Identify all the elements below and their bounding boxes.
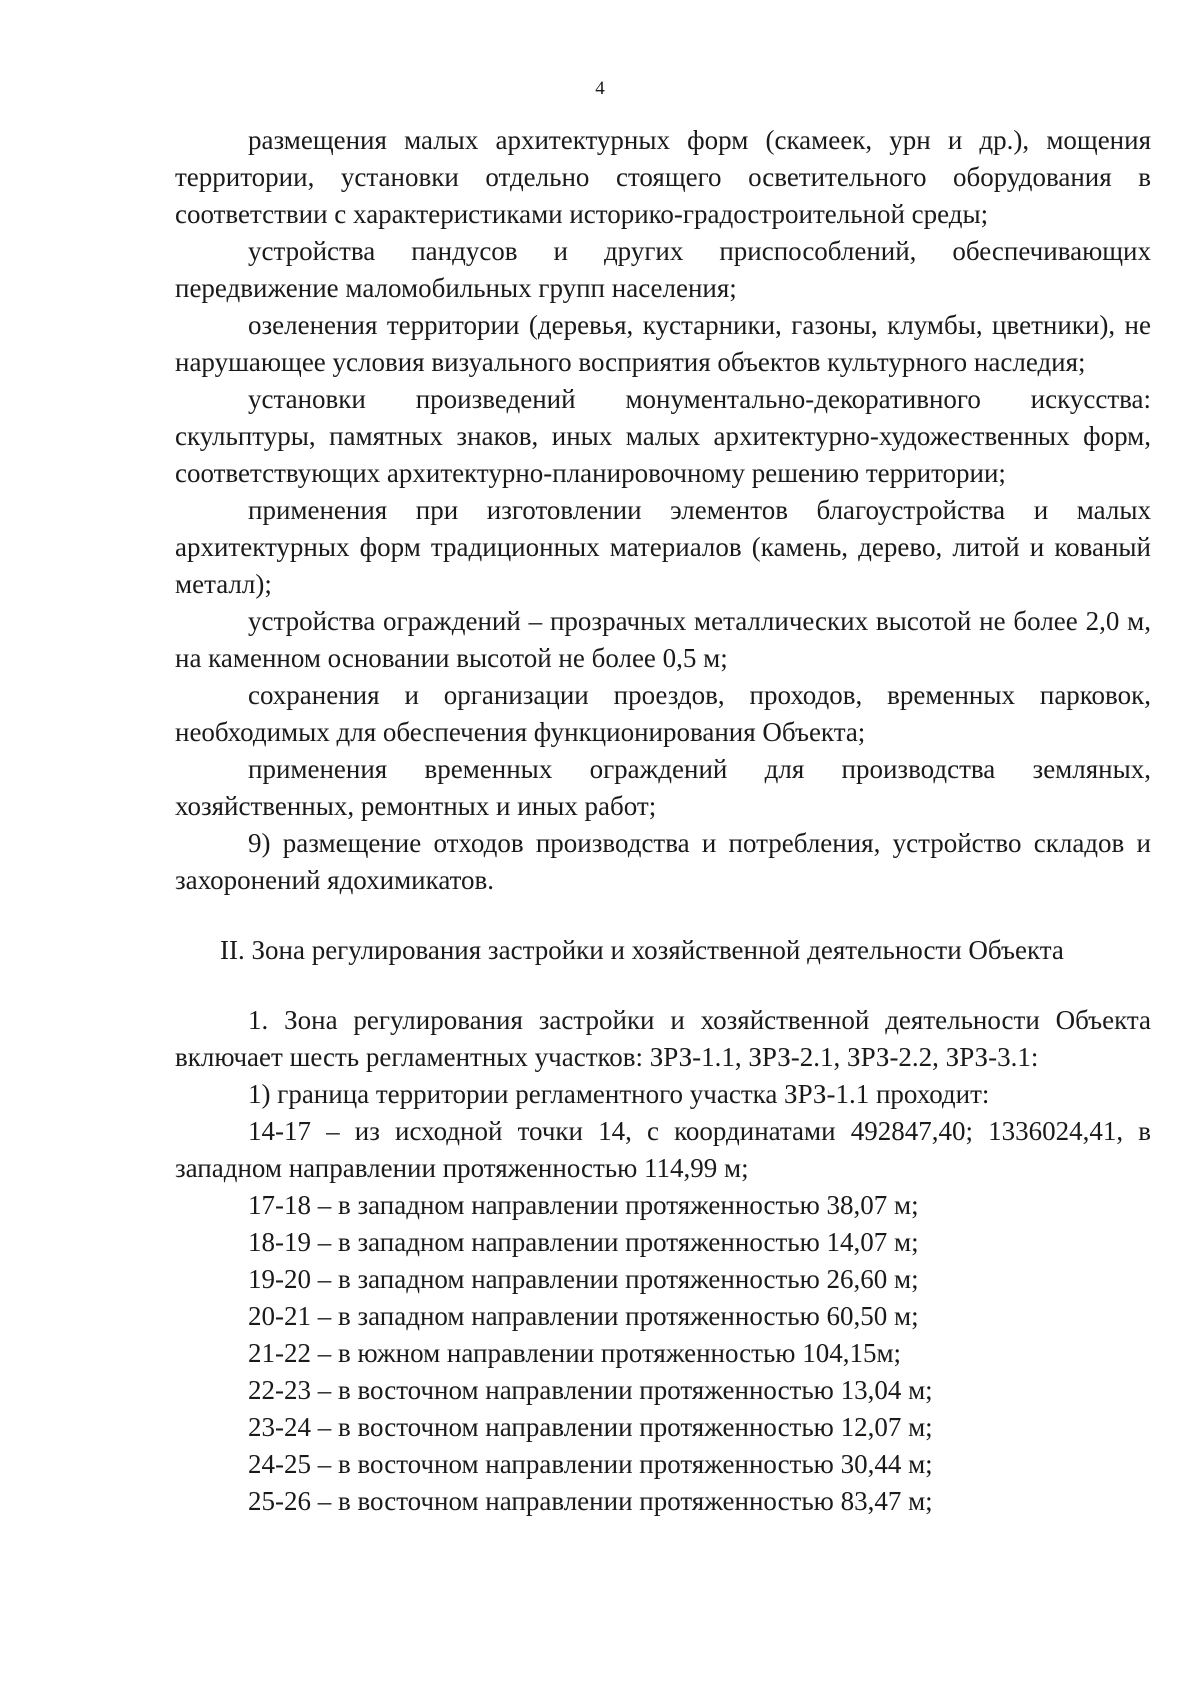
boundary-segment: 24-25 – в восточном направлении протяженностью 30,44 м; (248, 1449, 933, 1479)
page-number: 4 (595, 78, 605, 99)
boundary-segment: 17-18 – в западном направлении протяженностью 38,07 м; (248, 1190, 919, 1220)
paragraph-fences: устройства ограждений – прозрачных металлических высотой не более 2,0 м, на каменном основании высотой не более 0,5 м; (175, 606, 1151, 673)
paragraph-boundary-intro: 1) граница территории регламентного участка ЗРЗ-1.1 проходит: (248, 1079, 990, 1109)
spacer (175, 899, 1151, 932)
section-heading: II. Зона регулирования застройки и хозяйственной деятельности Объекта (220, 935, 1064, 965)
spacer (175, 969, 1151, 1002)
boundary-segment: 19-20 – в западном направлении протяженностью 26,60 м; (248, 1264, 919, 1294)
boundary-segment: 14-17 – из исходной точки 14, с координатами 492847,40; 1336024,41, в западном направлении протяженностью 114,99 м; (175, 1116, 1151, 1183)
boundary-segment: 20-21 – в западном направлении протяженностью 60,50 м; (248, 1301, 919, 1331)
document-body (175, 122, 1151, 1520)
paragraph-waste-placement: 9) размещение отходов производства и потребления, устройство складов и захоронений ядохимикатов. (175, 828, 1151, 895)
paragraph-landscaping: озеленения территории (деревья, кустарники, газоны, клумбы, цветники), не нарушающее условия визуального восприятия объектов культурного наследия; (175, 310, 1151, 377)
boundary-segment: 21-22 – в южном направлении протяженностью 104,15м; (248, 1338, 902, 1368)
paragraph-monumental-art: установки произведений монументально-декоративного искусства: скульптуры, памятных знаков, иных малых архитектурно-художественных форм, соответствующих архитектурно-планировочному решению территории; (175, 384, 1151, 488)
paragraph-passages: сохранения и организации проездов, проходов, временных парковок, необходимых для обеспечения функционирования Объекта; (175, 680, 1151, 747)
paragraph-ramps: устройства пандусов и других приспособлений, обеспечивающих передвижение маломобильных групп населения; (175, 236, 1151, 303)
paragraph-temporary-fences: применения временных ограждений для производства земляных, хозяйственных, ремонтных и иных работ; (175, 754, 1151, 821)
paragraph-small-forms: размещения малых архитектурных форм (скамеек, урн и др.), мощения территории, установки отдельно стоящего осветительного оборудования в соответствии с характеристиками историко-градостроительной среды; (175, 125, 1151, 229)
paragraph-zone-description: 1. Зона регулирования застройки и хозяйственной деятельности Объекта включает шесть регламентных участков: ЗРЗ-1.1, ЗРЗ-2.1, ЗРЗ-2.2, ЗРЗ-3.1: (175, 1005, 1151, 1072)
boundary-segment: 25-26 – в восточном направлении протяженностью 83,47 м; (248, 1486, 933, 1516)
boundary-segment: 22-23 – в восточном направлении протяженностью 13,04 м; (248, 1375, 933, 1405)
boundary-segment: 23-24 – в восточном направлении протяженностью 12,07 м; (248, 1412, 933, 1442)
boundary-segment: 18-19 – в западном направлении протяженностью 14,07 м; (248, 1227, 919, 1257)
paragraph-traditional-materials: применения при изготовлении элементов благоустройства и малых архитектурных форм традиционных материалов (камень, дерево, литой и кованый металл); (175, 495, 1151, 599)
